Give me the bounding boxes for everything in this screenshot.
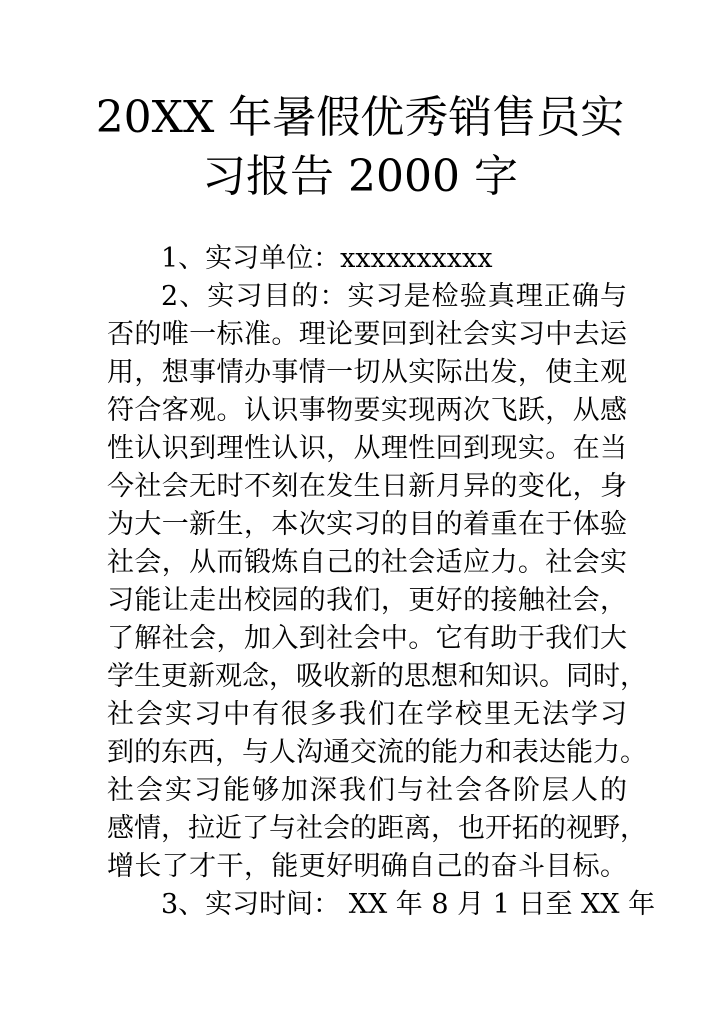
- body-line: 用，想事情办事情一切从实际出发，使主观: [107, 357, 627, 388]
- body-line: 今社会无时不刻在发生日新月异的变化，身: [107, 471, 627, 502]
- body-line: 增长了才干，能更好明确自己的奋斗目标。: [107, 851, 627, 882]
- body-line-internship-time: 3、实习时间： XX 年 8 月 1 日至 XX 年: [161, 889, 656, 920]
- body-line: 了解社会，加入到社会中。它有助于我们大: [107, 623, 627, 654]
- body-line: 习能让走出校园的我们，更好的接触社会，: [107, 585, 627, 616]
- body-line: 学生更新观念，吸收新的思想和知识。同时，: [107, 661, 647, 692]
- body-line-internship-unit: 1、实习单位：xxxxxxxxxx: [161, 243, 493, 274]
- body-line: 到的东西，与人沟通交流的能力和表达能力。: [107, 737, 647, 768]
- body-line: 社会实习能够加深我们与社会各阶层人的: [107, 775, 627, 806]
- body-line: 社会实习中有很多我们在学校里无法学习: [107, 699, 627, 730]
- body-line: 为大一新生，本次实习的目的着重在于体验: [107, 509, 627, 540]
- body-line: 性认识到理性认识，从理性回到现实。在当: [107, 433, 627, 464]
- body-line-internship-purpose: 2、实习目的：实习是检验真理正确与: [161, 281, 627, 312]
- body-line: 感情，拉近了与社会的距离，也开拓的视野，: [107, 813, 647, 844]
- document-title-line-1: 20XX 年暑假优秀销售员实: [95, 92, 625, 143]
- document-title-line-2: 习报告 2000 字: [202, 151, 518, 202]
- body-line: 社会，从而锻炼自己的社会适应力。社会实: [107, 547, 627, 578]
- body-line: 否的唯一标准。理论要回到社会实习中去运: [107, 319, 627, 350]
- body-line: 符合客观。认识事物要实现两次飞跃，从感: [107, 395, 627, 426]
